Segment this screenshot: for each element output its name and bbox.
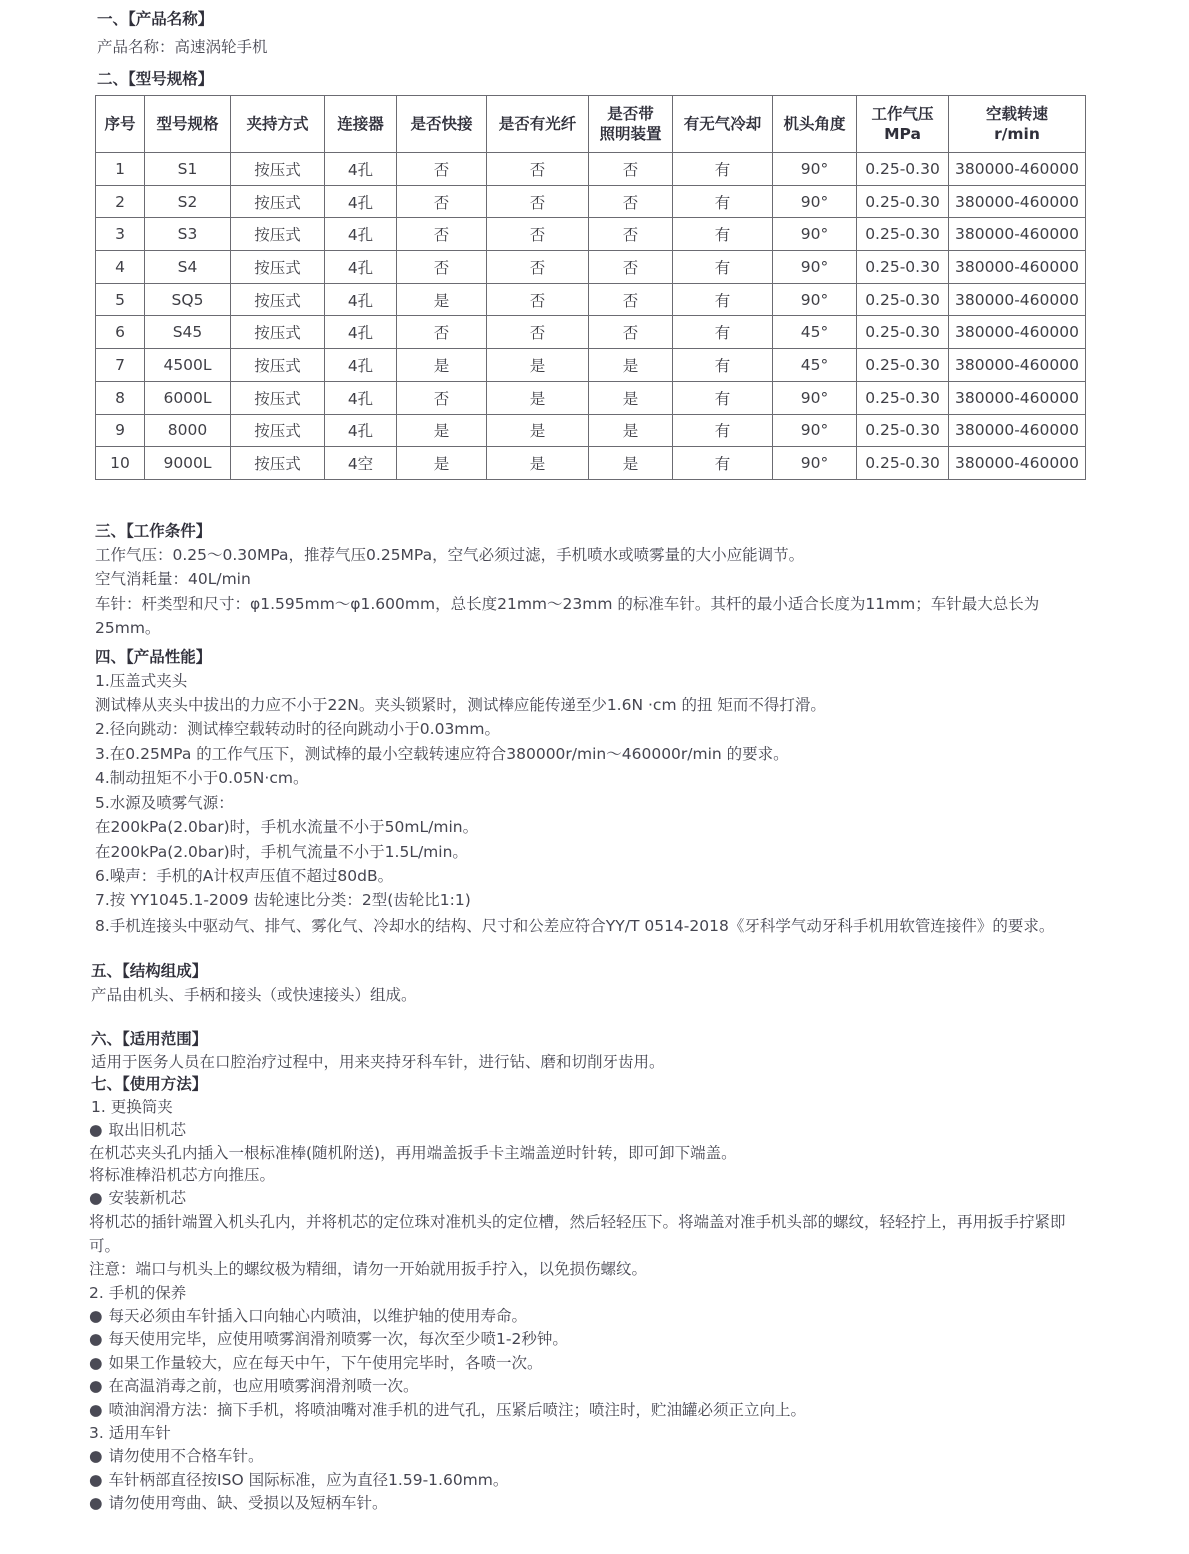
table-row [96, 316, 1086, 349]
table-cell: 有 [673, 185, 773, 218]
usage-sub-3: 3. 适用车针 [89, 1424, 171, 1442]
table-cell: 7 [96, 349, 145, 382]
table-cell: 4孔 [325, 251, 397, 284]
table-cell: 是 [589, 414, 673, 447]
table-cell: 有 [673, 414, 773, 447]
table-cell: 按压式 [231, 316, 325, 349]
table-cell: 380000-460000 [949, 153, 1086, 186]
table-cell: 45° [773, 349, 857, 382]
table-header-cell: 序号 [96, 96, 145, 153]
table-cell: 0.25-0.30 [857, 447, 949, 480]
table-cell: 否 [589, 283, 673, 316]
table-cell: 否 [397, 381, 487, 414]
perf-line-11: 8.手机连接头中驱动气、排气、雾化气、冷却水的结构、尺寸和公差应符合YY/T 0514-2018《牙科学气动牙科手机用软管连接件》的要求。 [95, 917, 1055, 935]
bur-item-1: ● 请勿使用不合格车针。 [89, 1445, 264, 1467]
table-row [96, 414, 1086, 447]
table-cell: 否 [397, 316, 487, 349]
table-cell: 4孔 [325, 283, 397, 316]
table-row [96, 185, 1086, 218]
table-cell: 按压式 [231, 447, 325, 480]
table-cell: 380000-460000 [949, 283, 1086, 316]
table-cell: 6000L [145, 381, 231, 414]
table-cell: 380000-460000 [949, 381, 1086, 414]
table-cell: S4 [145, 251, 231, 284]
bur-spec-text: 车针：杆类型和尺寸：φ1.595mm～φ1.600mm，总长度21mm～23mm 的标准车针。其杆的最小适合长度为11mm；车针最大总长为25mm。 [95, 595, 1040, 637]
table-cell: 90° [773, 447, 857, 480]
table-cell: 有 [673, 251, 773, 284]
table-cell: 按压式 [231, 153, 325, 186]
table-row [96, 381, 1086, 414]
table-cell: 90° [773, 283, 857, 316]
usage-text-1: 在机芯夹头孔内插入一根标准棒(随机附送)，再用端盖扳手卡主端盖逆时针转，即可卸下端盖。 [89, 1144, 737, 1162]
perf-line-8: 在200kPa(2.0bar)时，手机气流量不小于1.5L/min。 [95, 843, 468, 861]
table-cell: 是 [397, 283, 487, 316]
table-cell: 是 [397, 414, 487, 447]
perf-line-3: 2.径向跳动：测试棒空载转动时的径向跳动小于0.03mm。 [95, 720, 500, 738]
table-cell: 是 [397, 349, 487, 382]
table-cell: 是 [589, 447, 673, 480]
table-cell: 否 [487, 283, 589, 316]
table-cell: 4孔 [325, 349, 397, 382]
table-header-cell: 夹持方式 [231, 96, 325, 153]
table-cell: 按压式 [231, 349, 325, 382]
maintenance-item-1: ● 每天必须由车针插入口向轴心内喷油，以维护轴的使用寿命。 [89, 1305, 527, 1327]
table-cell: 否 [589, 251, 673, 284]
maintenance-item-3: ● 如果工作量较大，应在每天中午，下午使用完毕时，各喷一次。 [89, 1352, 543, 1374]
table-cell: 是 [487, 447, 589, 480]
table-cell: 有 [673, 153, 773, 186]
structure-text: 产品由机头、手柄和接头（或快速接头）组成。 [91, 986, 417, 1004]
table-cell: 否 [397, 218, 487, 251]
table-cell: 按压式 [231, 218, 325, 251]
table-cell: 9 [96, 414, 145, 447]
table-header-cell: 型号规格 [145, 96, 231, 153]
section-heading-structure: 五、【结构组成】 [91, 962, 208, 980]
section-heading-model-spec: 二、【型号规格】 [97, 70, 214, 88]
table-header-cell: 机头角度 [773, 96, 857, 153]
table-header-row [96, 96, 1086, 153]
perf-line-2: 测试棒从夹头中拔出的力应不小于22N。夹头锁紧时，测试棒应能传递至少1.6N ·cm 的扭 矩而不得打滑。 [95, 696, 826, 714]
usage-note: 注意：端口与机头上的螺纹极为精细，请勿一开始就用扳手拧入，以免损伤螺纹。 [89, 1260, 648, 1278]
table-cell: 4孔 [325, 185, 397, 218]
table-cell: 380000-460000 [949, 316, 1086, 349]
table-cell: 按压式 [231, 283, 325, 316]
work-pressure-text: 工作气压：0.25～0.30MPa，推荐气压0.25MPa，空气必须过滤，手机喷水或喷雾量的大小应能调节。 [95, 546, 805, 564]
table-cell: 10 [96, 447, 145, 480]
table-cell: 0.25-0.30 [857, 185, 949, 218]
table-cell: S3 [145, 218, 231, 251]
table-cell: 5 [96, 283, 145, 316]
table-cell: 是 [487, 349, 589, 382]
table-cell: 0.25-0.30 [857, 414, 949, 447]
table-cell: 有 [673, 218, 773, 251]
table-cell: 否 [487, 153, 589, 186]
perf-line-4: 3.在0.25MPa 的工作气压下，测试棒的最小空载转速应符合380000r/min～460000r/min 的要求。 [95, 745, 789, 763]
table-cell: 8000 [145, 414, 231, 447]
perf-line-6: 5.水源及喷雾气源： [95, 794, 234, 812]
table-cell: 380000-460000 [949, 185, 1086, 218]
table-cell: 8 [96, 381, 145, 414]
usage-text-2: 将标准棒沿机芯方向推压。 [89, 1166, 276, 1184]
table-cell: 是 [589, 381, 673, 414]
table-cell: 4 [96, 251, 145, 284]
table-cell: 380000-460000 [949, 251, 1086, 284]
table-cell: S45 [145, 316, 231, 349]
bur-item-2: ● 车针柄部直径按ISO 国际标准，应为直径1.59-1.60mm。 [89, 1469, 508, 1491]
table-cell: 否 [487, 316, 589, 349]
table-row [96, 447, 1086, 480]
table-row [96, 153, 1086, 186]
table-cell: 90° [773, 381, 857, 414]
table-row [96, 283, 1086, 316]
table-cell: 否 [589, 218, 673, 251]
spec-table [95, 95, 1086, 480]
table-cell: 4孔 [325, 218, 397, 251]
bullet-remove-old-core: ● 取出旧机芯 [89, 1119, 186, 1141]
table-cell: 1 [96, 153, 145, 186]
table-header-cell: 工作气压 MPa [857, 96, 949, 153]
table-cell: 45° [773, 316, 857, 349]
table-cell: 否 [397, 251, 487, 284]
table-header-cell: 是否快接 [397, 96, 487, 153]
table-cell: 0.25-0.30 [857, 153, 949, 186]
bur-item-3: ● 请勿使用弯曲、缺、受损以及短柄车针。 [89, 1492, 388, 1514]
table-cell: 否 [487, 251, 589, 284]
section-heading-scope: 六、【适用范围】 [91, 1030, 208, 1048]
table-cell: 按压式 [231, 251, 325, 284]
table-cell: 按压式 [231, 381, 325, 414]
table-cell: 是 [397, 447, 487, 480]
table-cell: 按压式 [231, 414, 325, 447]
scope-text: 适用于医务人员在口腔治疗过程中，用来夹持牙科车针，进行钻、磨和切削牙齿用。 [91, 1053, 665, 1071]
section-heading-performance: 四、【产品性能】 [95, 648, 212, 666]
air-consumption-text: 空气消耗量：40L/min [95, 570, 251, 588]
table-header-cell: 连接器 [325, 96, 397, 153]
table-cell: 是 [487, 381, 589, 414]
table-cell: 0.25-0.30 [857, 251, 949, 284]
table-cell: 90° [773, 218, 857, 251]
perf-line-1: 1.压盖式夹头 [95, 672, 188, 690]
table-cell: 有 [673, 349, 773, 382]
table-header-cell: 是否有光纤 [487, 96, 589, 153]
section-heading-product-name: 一、【产品名称】 [97, 10, 214, 28]
table-row [96, 251, 1086, 284]
table-cell: 4500L [145, 349, 231, 382]
table-cell: 0.25-0.30 [857, 381, 949, 414]
product-name-text: 产品名称：高速涡轮手机 [97, 38, 268, 56]
table-cell: 是 [487, 414, 589, 447]
table-cell: 否 [397, 153, 487, 186]
table-header-cell: 有无气冷却 [673, 96, 773, 153]
perf-line-9: 6.噪声：手机的A计权声压值不超过80dB。 [95, 867, 394, 885]
table-header-cell: 是否带 照明装置 [589, 96, 673, 153]
table-cell: 否 [589, 316, 673, 349]
table-body [96, 153, 1086, 480]
table-cell: 4孔 [325, 153, 397, 186]
table-row [96, 218, 1086, 251]
table-cell: 90° [773, 414, 857, 447]
table-cell: 有 [673, 316, 773, 349]
table-cell: 0.25-0.30 [857, 283, 949, 316]
table-cell: S1 [145, 153, 231, 186]
table-cell: 2 [96, 185, 145, 218]
table-cell: 3 [96, 218, 145, 251]
table-cell: 有 [673, 447, 773, 480]
table-cell: SQ5 [145, 283, 231, 316]
section-heading-work-conditions: 三、【工作条件】 [95, 522, 212, 540]
table-cell: 4空 [325, 447, 397, 480]
table-cell: S2 [145, 185, 231, 218]
table-cell: 90° [773, 251, 857, 284]
table-cell: 4孔 [325, 381, 397, 414]
table-cell: 否 [487, 185, 589, 218]
usage-sub-2: 2. 手机的保养 [89, 1284, 187, 1302]
table-cell: 0.25-0.30 [857, 316, 949, 349]
table-header-cell: 空载转速 r/min [949, 96, 1086, 153]
table-cell: 0.25-0.30 [857, 218, 949, 251]
table-cell: 4孔 [325, 414, 397, 447]
table-cell: 380000-460000 [949, 218, 1086, 251]
perf-line-7: 在200kPa(2.0bar)时，手机水流量不小于50mL/min。 [95, 818, 479, 836]
table-cell: 否 [589, 185, 673, 218]
perf-line-5: 4.制动扭矩不小于0.05N·cm。 [95, 769, 309, 787]
table-cell: 380000-460000 [949, 447, 1086, 480]
table-cell: 是 [589, 349, 673, 382]
table-cell: 380000-460000 [949, 414, 1086, 447]
usage-sub-1: 1. 更换筒夹 [91, 1098, 173, 1116]
usage-text-3: 将机芯的插针端置入机头孔内，并将机芯的定位珠对准机头的定位槽，然后轻轻压下。将端盖对准手机头部的螺纹，轻轻拧上，再用扳手拧紧即可。 [89, 1213, 1066, 1255]
table-cell: 有 [673, 381, 773, 414]
maintenance-item-5: ● 喷油润滑方法：摘下手机，将喷油嘴对准手机的进气孔，压紧后喷注；喷注时，贮油罐必须正立向上。 [89, 1399, 806, 1421]
section-heading-usage: 七、【使用方法】 [91, 1075, 208, 1093]
table-row [96, 349, 1086, 382]
maintenance-item-2: ● 每天使用完毕，应使用喷雾润滑剂喷雾一次，每次至少喷1-2秒钟。 [89, 1328, 568, 1350]
bullet-install-new-core: ● 安装新机芯 [89, 1187, 186, 1209]
perf-line-10: 7.按 YY1045.1-2009 齿轮速比分类：2型(齿轮比1:1) [95, 891, 471, 909]
table-cell: 0.25-0.30 [857, 349, 949, 382]
maintenance-item-4: ● 在高温消毒之前，也应用喷雾润滑剂喷一次。 [89, 1375, 419, 1397]
table-cell: 90° [773, 185, 857, 218]
table-cell: 9000L [145, 447, 231, 480]
table-cell: 按压式 [231, 185, 325, 218]
table-cell: 否 [397, 185, 487, 218]
table-cell: 90° [773, 153, 857, 186]
table-cell: 有 [673, 283, 773, 316]
table-cell: 380000-460000 [949, 349, 1086, 382]
table-cell: 否 [487, 218, 589, 251]
table-cell: 6 [96, 316, 145, 349]
table-cell: 否 [589, 153, 673, 186]
table-cell: 4孔 [325, 316, 397, 349]
